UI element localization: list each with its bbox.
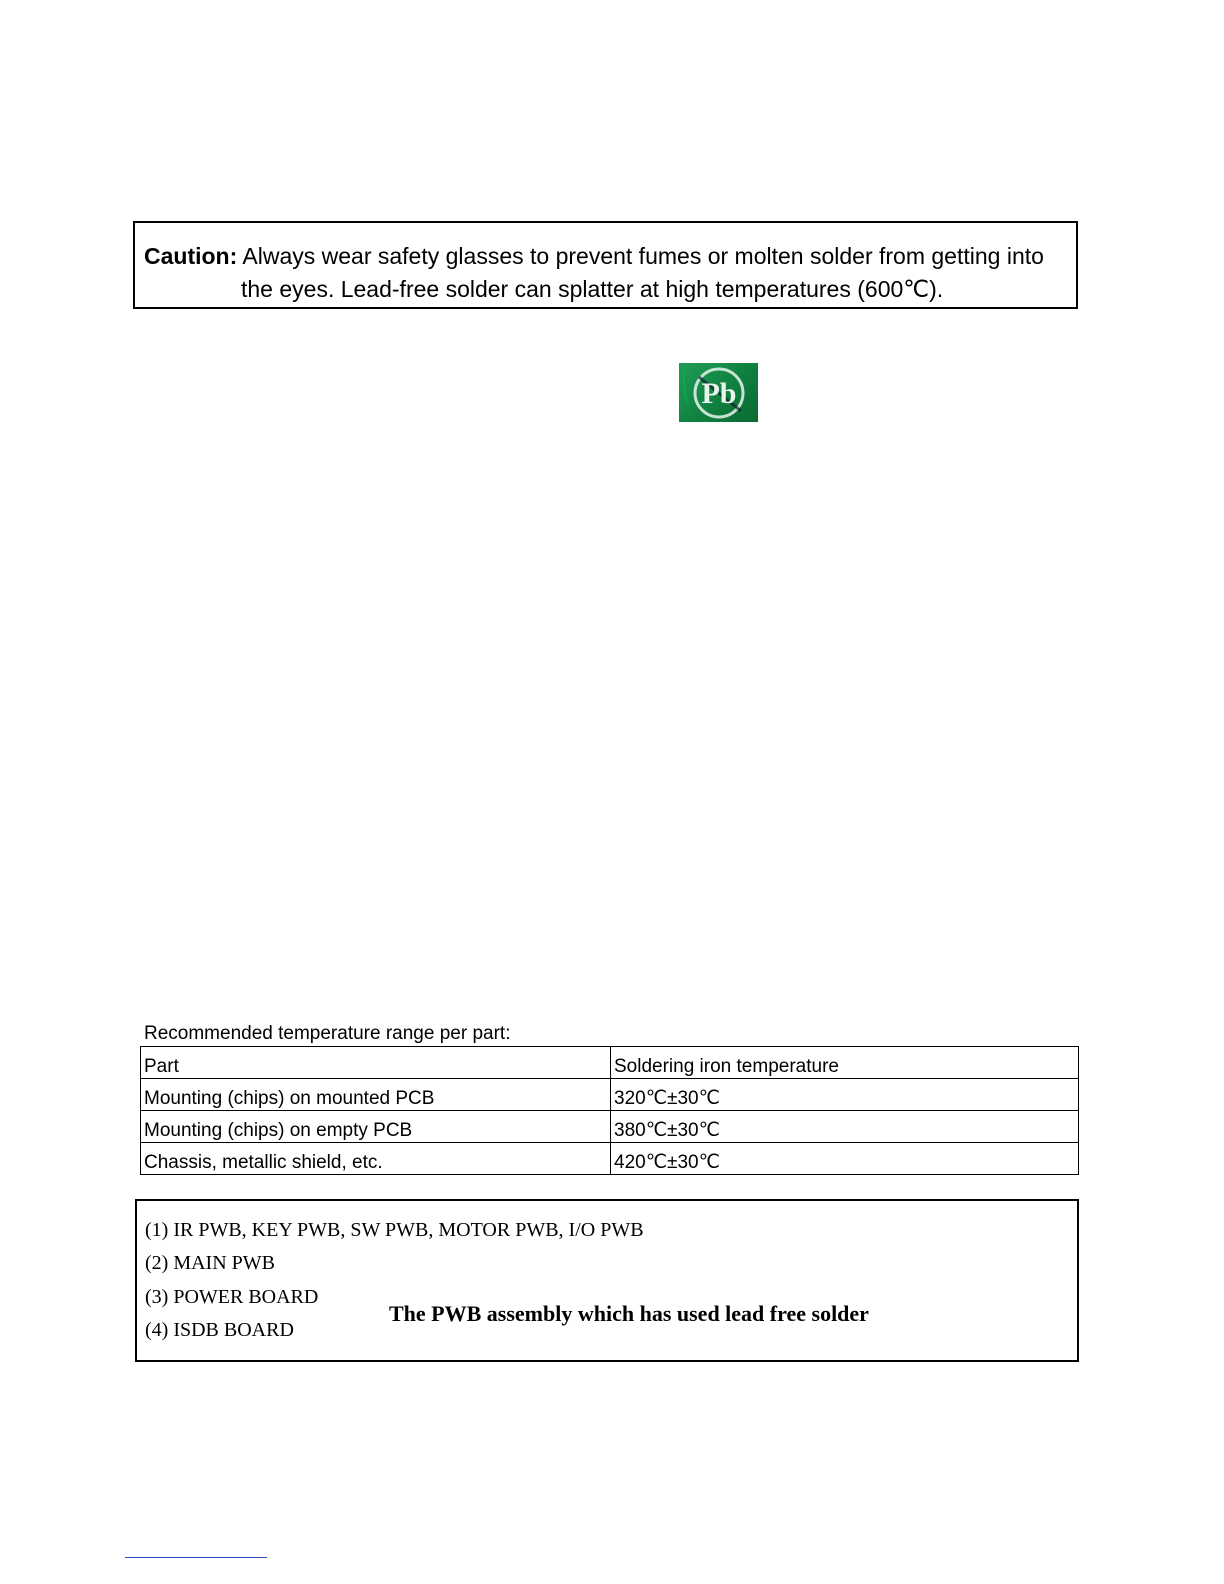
table-cell-temperature: 320℃±30℃ <box>611 1079 1079 1111</box>
table-header-row <box>141 1047 1079 1079</box>
table-cell-temperature: 380℃±30℃ <box>611 1111 1079 1143</box>
pwb-list-item: (1) IR PWB, KEY PWB, SW PWB, MOTOR PWB, I/O PWB <box>145 1219 644 1241</box>
pwb-list-item: (2) MAIN PWB <box>145 1252 275 1274</box>
table-row <box>141 1143 1079 1175</box>
caution-label: Caution: <box>144 243 238 269</box>
table-cell-part: Mounting (chips) on empty PCB <box>141 1111 611 1143</box>
table-header-part: Part <box>141 1047 611 1079</box>
lead-free-pb-icon <box>679 363 758 422</box>
pwb-note: The PWB assembly which has used lead free solder <box>389 1301 869 1326</box>
table-row <box>141 1111 1079 1143</box>
caution-line-2: the eyes. Lead-free solder can splatter at high temperatures (600℃). <box>241 276 944 302</box>
temperature-table <box>140 1046 1079 1175</box>
table-cell-part: Chassis, metallic shield, etc. <box>141 1143 611 1175</box>
caution-box <box>133 221 1078 309</box>
table-row <box>141 1079 1079 1111</box>
pwb-list-box <box>135 1199 1079 1362</box>
temperature-table-caption: Recommended temperature range per part: <box>144 1023 511 1044</box>
pwb-list-item: (3) POWER BOARD <box>145 1286 319 1308</box>
pb-logo-text: Pb <box>701 377 737 410</box>
caution-line-1 <box>144 240 1044 273</box>
caution-text-1: Always wear safety glasses to prevent fumes or molten solder from getting into <box>242 243 1044 269</box>
table-cell-part: Mounting (chips) on mounted PCB <box>141 1079 611 1111</box>
pwb-list-item: (4) ISDB BOARD <box>145 1319 294 1341</box>
table-header-temperature: Soldering iron temperature <box>611 1047 1079 1079</box>
table-cell-temperature: 420℃±30℃ <box>611 1143 1079 1175</box>
footer-rule <box>125 1557 267 1558</box>
